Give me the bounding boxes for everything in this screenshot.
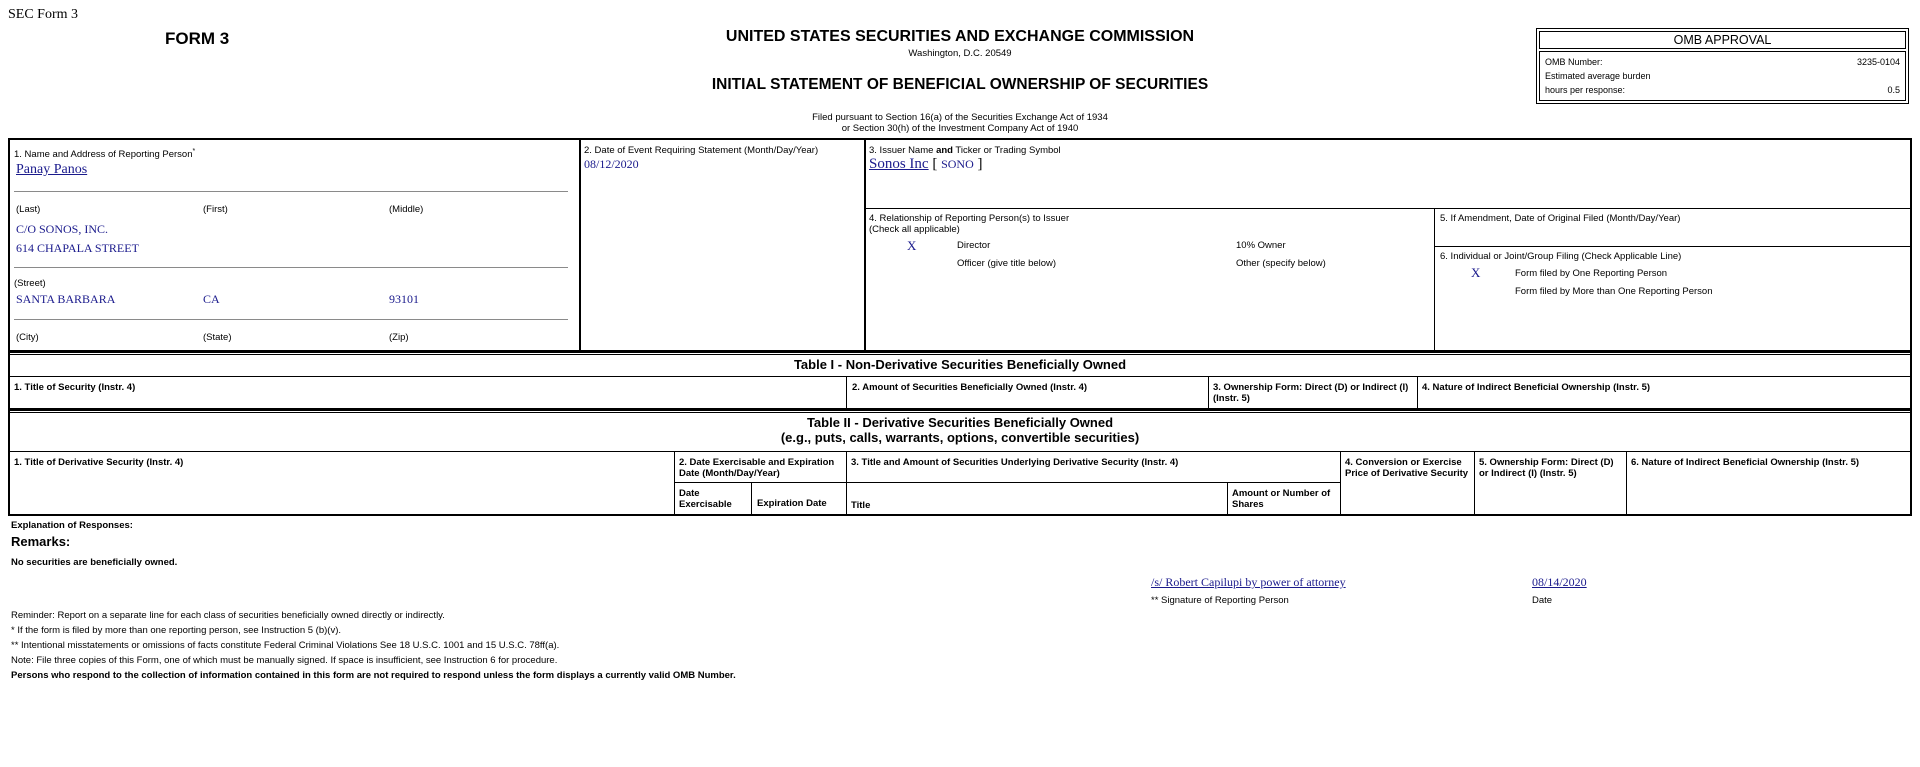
signature-link[interactable]: /s/ Robert Capilupi by power of attorney [1151, 575, 1346, 589]
state-value: CA [203, 292, 220, 306]
form-title: FORM 3 [165, 29, 230, 48]
table2-col-conversion: 4. Conversion or Exercise Price of Derivative Security [1345, 457, 1469, 479]
first-label: (First) [203, 204, 228, 215]
box4-label: 4. Relationship of Reporting Person(s) to Issuer [869, 213, 1070, 224]
agency-city: Washington, D.C. 20549 [908, 48, 1012, 59]
ticker-symbol: SONO [941, 157, 974, 171]
agency-title: UNITED STATES SECURITIES AND EXCHANGE COMMISSION [725, 28, 1195, 45]
issuer-line: Sonos Inc [ SONO ] [869, 156, 983, 172]
table2-col-title: 1. Title of Derivative Security (Instr. 4) [14, 457, 184, 468]
box5-label: 5. If Amendment, Date of Original Filed (Month/Day/Year) [1440, 213, 1681, 224]
box2-label: 2. Date of Event Requiring Statement (Month/Day/Year) [584, 145, 819, 156]
omb-number-label: OMB Number: [1545, 57, 1603, 67]
box6-label: 6. Individual or Joint/Group Filing (Check Applicable Line) [1440, 251, 1682, 262]
signature-label: ** Signature of Reporting Person [1151, 595, 1289, 606]
table2-col-dates: 2. Date Exercisable and Expiration Date (Month/Day/Year) [679, 457, 835, 479]
omb-title: OMB APPROVAL [1539, 31, 1906, 49]
table2-col-date-exercisable: Date Exercisable [679, 488, 732, 510]
box1-label: 1. Name and Address of Reporting Person* [14, 148, 196, 161]
state-label: (State) [203, 332, 232, 343]
omb-approval-box [1536, 28, 1909, 104]
street-label: (Street) [14, 278, 46, 289]
box4-sublabel: (Check all applicable) [869, 224, 960, 235]
issuer-name-link[interactable]: Sonos Inc [869, 156, 929, 172]
address-line1: C/O SONOS, INC. [16, 222, 109, 236]
box3-label: 3. Issuer Name and Ticker or Trading Symbol [869, 145, 1061, 156]
table2-col-underlying: 3. Title and Amount of Securities Underlying Derivative Security (Instr. 4) [851, 457, 1179, 468]
one-person-label: Form filed by One Reporting Person [1515, 268, 1668, 279]
reporting-person-name-link[interactable]: Panay Panos [16, 162, 88, 177]
remarks-text: No securities are beneficially owned. [11, 557, 178, 568]
filed-pursuant-line2: or Section 30(h) of the Investment Company Act of 1940 [841, 123, 1079, 134]
last-label: (Last) [16, 204, 41, 215]
table2-col-nature: 6. Nature of Indirect Beneficial Ownership (Instr. 5) [1631, 457, 1860, 468]
table2-col-expiration-date: Expiration Date [757, 498, 827, 509]
director-label: Director [957, 240, 991, 251]
table2-col-underlying-title: Title [851, 500, 871, 511]
other-label: Other (specify below) [1236, 258, 1326, 269]
one-person-check-mark: X [1471, 265, 1481, 280]
note-misstatements: ** Intentional misstatements or omissions of facts constitute Federal Criminal Violations See 18 U.S.C. 1001 and 15 U.S.C. 78ff(a). [11, 640, 560, 651]
officer-label: Officer (give title below) [957, 258, 1057, 269]
omb-burden-label: Estimated average burden [1545, 71, 1651, 81]
remarks-heading: Remarks: [11, 534, 71, 549]
table1-col-amount: 2. Amount of Securities Beneficially Owned (Instr. 4) [852, 382, 1088, 393]
table1-col-title: 1. Title of Security (Instr. 4) [14, 382, 136, 393]
table2-col-ownership: 5. Ownership Form: Direct (D) or Indirect (I) (Instr. 5) [1479, 457, 1614, 479]
address-line2: 614 CHAPALA STREET [16, 241, 139, 255]
reminder-note: Reminder: Report on a separate line for each class of securities beneficially owned directly or indirectly. [11, 610, 445, 621]
table2-col-underlying-amount: Amount or Number of Shares [1232, 488, 1331, 510]
table1-col-ownership: 3. Ownership Form: Direct (D) or Indirect (I) (Instr. 5) [1213, 382, 1409, 404]
table1-col-nature: 4. Nature of Indirect Beneficial Ownership (Instr. 5) [1422, 382, 1651, 393]
note-multiple-persons: * If the form is filed by more than one reporting person, see Instruction 5 (b)(v). [11, 625, 342, 636]
middle-label: (Middle) [389, 204, 424, 215]
date-label: Date [1532, 595, 1553, 606]
note-omb: Persons who respond to the collection of information contained in this form are not required to respond unless the form displays a currently valid OMB Number. [11, 670, 736, 681]
explanation-heading: Explanation of Responses: [11, 520, 133, 531]
more-persons-label: Form filed by More than One Reporting Person [1515, 286, 1713, 297]
event-date-value: 08/12/2020 [584, 157, 639, 171]
city-label: (City) [16, 332, 39, 343]
zip-label: (Zip) [389, 332, 409, 343]
note-copies: Note: File three copies of this Form, one of which must be manually signed. If space is insufficient, see Instruction 6 for procedure. [11, 655, 558, 666]
sec-form-label: SEC Form 3 [8, 7, 79, 22]
zip-value: 93101 [389, 292, 419, 306]
omb-hours-value: 0.5 [1887, 85, 1900, 95]
table2-subtitle: (e.g., puts, calls, warrants, options, convertible securities) [780, 430, 1140, 445]
director-check-mark: X [907, 238, 917, 253]
omb-number-value: 3235-0104 [1856, 57, 1900, 67]
omb-hours-label: hours per response: [1545, 85, 1626, 95]
statement-title: INITIAL STATEMENT OF BENEFICIAL OWNERSHIP OF SECURITIES [711, 76, 1209, 93]
signature-date-link[interactable]: 08/14/2020 [1532, 575, 1587, 589]
city-value: SANTA BARBARA [16, 292, 116, 306]
table1-title: Table I - Non-Derivative Securities Beneficially Owned [793, 357, 1127, 372]
ten-percent-owner-label: 10% Owner [1236, 240, 1286, 251]
table2-title: Table II - Derivative Securities Beneficially Owned [806, 415, 1114, 430]
filed-pursuant-line1: Filed pursuant to Section 16(a) of the Securities Exchange Act of 1934 [812, 112, 1108, 123]
omb-details [1539, 51, 1906, 101]
